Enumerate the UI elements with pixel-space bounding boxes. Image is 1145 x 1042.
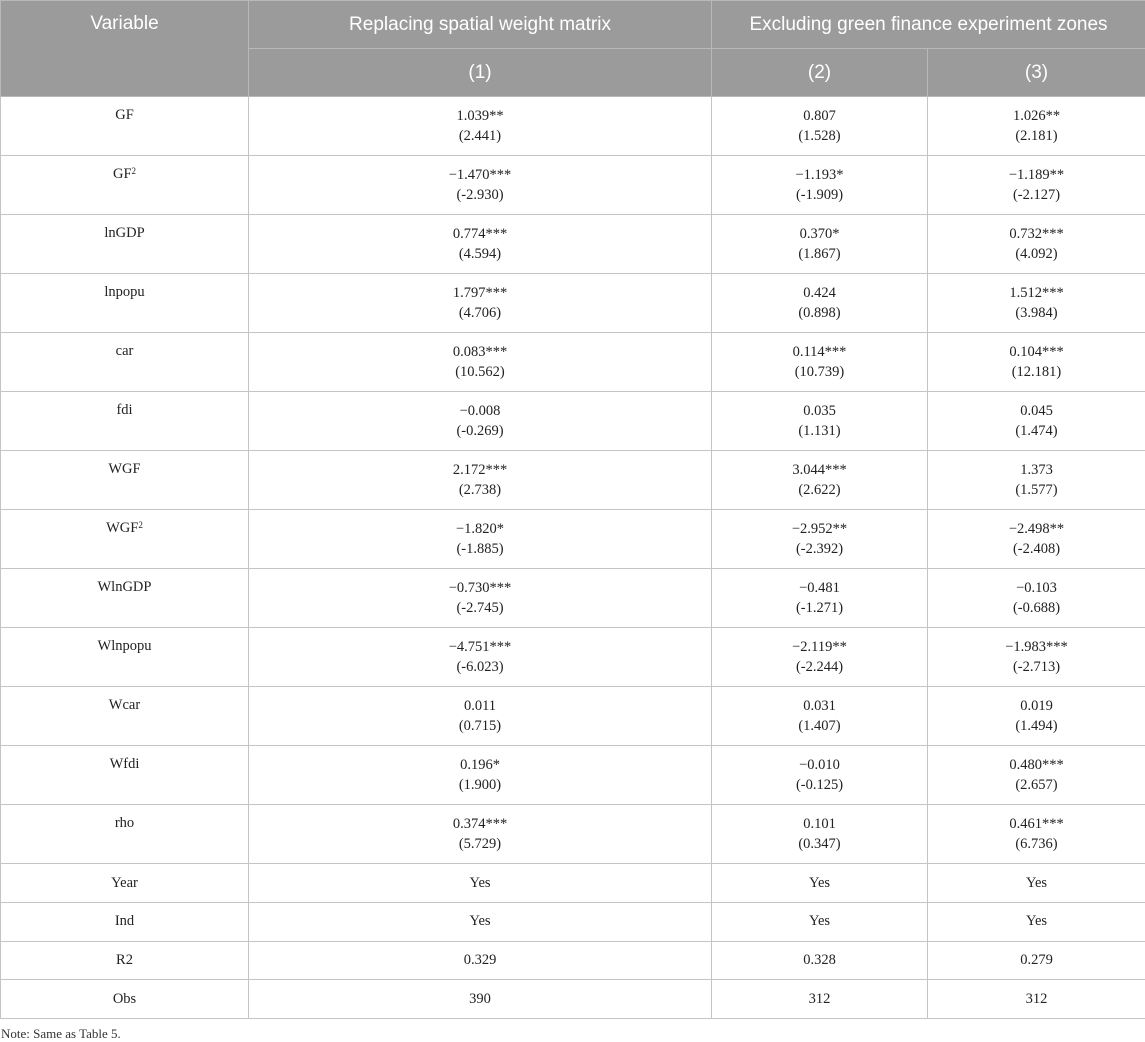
variable-cell bbox=[1, 392, 249, 451]
coefficient: Yes bbox=[712, 911, 927, 932]
variable-name: rho bbox=[115, 815, 134, 831]
t-statistic: (12.181) bbox=[928, 362, 1145, 383]
variable-cell bbox=[1, 628, 249, 687]
table-row bbox=[1, 274, 1145, 333]
value-cell-col-1 bbox=[249, 805, 712, 864]
coefficient: 0.328 bbox=[712, 950, 927, 971]
table-row bbox=[1, 392, 1145, 451]
t-statistic: (-0.269) bbox=[249, 421, 711, 442]
coefficient: 1.797*** bbox=[249, 283, 711, 304]
t-statistic: (-1.271) bbox=[712, 598, 927, 619]
t-statistic: (-2.127) bbox=[928, 185, 1145, 206]
value-cell-col-3 bbox=[928, 687, 1145, 746]
coefficient: Yes bbox=[249, 873, 711, 894]
value-cell-col-3 bbox=[928, 569, 1145, 628]
t-statistic: (1.528) bbox=[712, 126, 927, 147]
t-statistic: (-1.909) bbox=[712, 185, 927, 206]
value-cell-col-1 bbox=[249, 274, 712, 333]
coefficient: −1.470*** bbox=[249, 165, 711, 186]
coefficient: −1.193* bbox=[712, 165, 927, 186]
header-group-replacing: Replacing spatial weight matrix bbox=[249, 1, 712, 49]
value-cell-col-1 bbox=[249, 156, 712, 215]
coefficient: 0.732*** bbox=[928, 224, 1145, 245]
coefficient: 0.196* bbox=[249, 755, 711, 776]
value-cell-col-3 bbox=[928, 805, 1145, 864]
value-cell-col-2 bbox=[712, 569, 928, 628]
coefficient: −1.983*** bbox=[928, 637, 1145, 658]
value-cell-col-1 bbox=[249, 746, 712, 805]
value-cell-col-1 bbox=[249, 628, 712, 687]
value-cell-col-3 bbox=[928, 628, 1145, 687]
coefficient: 0.011 bbox=[249, 696, 711, 717]
t-statistic: (2.657) bbox=[928, 775, 1145, 796]
value-cell-col-1 bbox=[249, 97, 712, 156]
coefficient: −0.010 bbox=[712, 755, 927, 776]
coefficient: 1.026** bbox=[928, 106, 1145, 127]
table-header bbox=[1, 1, 1145, 97]
t-statistic: (10.739) bbox=[712, 362, 927, 383]
variable-name: Wlnpopu bbox=[98, 638, 152, 654]
variable-name: Ind bbox=[115, 913, 134, 929]
coefficient: 0.114*** bbox=[712, 342, 927, 363]
value-cell-col-2 bbox=[712, 805, 928, 864]
table-row bbox=[1, 687, 1145, 746]
variable-name: GF bbox=[113, 166, 132, 182]
coefficient: 0.031 bbox=[712, 696, 927, 717]
t-statistic: (2.622) bbox=[712, 480, 927, 501]
value-cell-col-3 bbox=[928, 864, 1145, 903]
value-cell-col-3 bbox=[928, 333, 1145, 392]
coefficient: Yes bbox=[928, 911, 1145, 932]
value-cell-col-2 bbox=[712, 864, 928, 903]
value-cell-col-1 bbox=[249, 510, 712, 569]
value-cell-col-2 bbox=[712, 451, 928, 510]
value-cell-col-1 bbox=[249, 451, 712, 510]
variable-cell bbox=[1, 510, 249, 569]
coefficient: 0.424 bbox=[712, 283, 927, 304]
coefficient: Yes bbox=[928, 873, 1145, 894]
variable-cell bbox=[1, 941, 249, 980]
value-cell-col-1 bbox=[249, 902, 712, 941]
coefficient: −4.751*** bbox=[249, 637, 711, 658]
t-statistic: (0.347) bbox=[712, 834, 927, 855]
t-statistic: (6.736) bbox=[928, 834, 1145, 855]
variable-cell bbox=[1, 274, 249, 333]
t-statistic: (1.474) bbox=[928, 421, 1145, 442]
value-cell-col-2 bbox=[712, 941, 928, 980]
table-row bbox=[1, 805, 1145, 864]
coefficient: 1.512*** bbox=[928, 283, 1145, 304]
value-cell-col-3 bbox=[928, 902, 1145, 941]
variable-cell bbox=[1, 215, 249, 274]
t-statistic: (0.715) bbox=[249, 716, 711, 737]
value-cell-col-1 bbox=[249, 980, 712, 1019]
variable-name: Wcar bbox=[109, 697, 140, 713]
value-cell-col-1 bbox=[249, 687, 712, 746]
t-statistic: (0.898) bbox=[712, 303, 927, 324]
value-cell-col-3 bbox=[928, 97, 1145, 156]
t-statistic: (10.562) bbox=[249, 362, 711, 383]
coefficient: 1.039** bbox=[249, 106, 711, 127]
table-row bbox=[1, 569, 1145, 628]
variable-name: WGF bbox=[108, 461, 140, 477]
t-statistic: (4.706) bbox=[249, 303, 711, 324]
value-cell-col-3 bbox=[928, 941, 1145, 980]
coefficient: −1.189** bbox=[928, 165, 1145, 186]
t-statistic: (1.494) bbox=[928, 716, 1145, 737]
variable-cell bbox=[1, 569, 249, 628]
coefficient: 0.035 bbox=[712, 401, 927, 422]
value-cell-col-2 bbox=[712, 510, 928, 569]
variable-name: lnpopu bbox=[104, 284, 144, 300]
variable-cell bbox=[1, 97, 249, 156]
variable-cell bbox=[1, 902, 249, 941]
coefficient: −0.103 bbox=[928, 578, 1145, 599]
t-statistic: (-2.930) bbox=[249, 185, 711, 206]
table-row bbox=[1, 333, 1145, 392]
coefficient: 0.480*** bbox=[928, 755, 1145, 776]
value-cell-col-3 bbox=[928, 510, 1145, 569]
t-statistic: (5.729) bbox=[249, 834, 711, 855]
variable-cell bbox=[1, 805, 249, 864]
coefficient: 312 bbox=[712, 989, 927, 1010]
coefficient: 0.329 bbox=[249, 950, 711, 971]
variable-name: GF bbox=[115, 107, 134, 123]
table-row bbox=[1, 864, 1145, 903]
t-statistic: (-2.392) bbox=[712, 539, 927, 560]
table-row bbox=[1, 97, 1145, 156]
t-statistic: (3.984) bbox=[928, 303, 1145, 324]
variable-name: lnGDP bbox=[104, 225, 144, 241]
t-statistic: (1.131) bbox=[712, 421, 927, 442]
variable-cell bbox=[1, 864, 249, 903]
value-cell-col-3 bbox=[928, 274, 1145, 333]
t-statistic: (1.867) bbox=[712, 244, 927, 265]
variable-name: fdi bbox=[116, 402, 132, 418]
value-cell-col-1 bbox=[249, 569, 712, 628]
t-statistic: (1.900) bbox=[249, 775, 711, 796]
t-statistic: (-6.023) bbox=[249, 657, 711, 678]
coefficient: −2.119** bbox=[712, 637, 927, 658]
variable-cell bbox=[1, 451, 249, 510]
value-cell-col-2 bbox=[712, 628, 928, 687]
value-cell-col-2 bbox=[712, 274, 928, 333]
value-cell-col-3 bbox=[928, 392, 1145, 451]
table-body bbox=[1, 97, 1145, 1019]
table-row bbox=[1, 980, 1145, 1019]
coefficient: −0.730*** bbox=[249, 578, 711, 599]
t-statistic: (-0.688) bbox=[928, 598, 1145, 619]
coefficient: 0.045 bbox=[928, 401, 1145, 422]
coefficient: −2.498** bbox=[928, 519, 1145, 540]
coefficient: 0.279 bbox=[928, 950, 1145, 971]
coefficient: 0.019 bbox=[928, 696, 1145, 717]
variable-name: WGF bbox=[106, 520, 138, 536]
coefficient: 0.807 bbox=[712, 106, 927, 127]
coefficient: 0.101 bbox=[712, 814, 927, 835]
variable-name: Obs bbox=[113, 991, 136, 1007]
table-row bbox=[1, 156, 1145, 215]
value-cell-col-2 bbox=[712, 215, 928, 274]
value-cell-col-3 bbox=[928, 451, 1145, 510]
variable-superscript: 2 bbox=[132, 166, 137, 176]
t-statistic: (-2.244) bbox=[712, 657, 927, 678]
variable-cell bbox=[1, 687, 249, 746]
variable-name: R2 bbox=[116, 952, 133, 968]
value-cell-col-2 bbox=[712, 97, 928, 156]
value-cell-col-2 bbox=[712, 902, 928, 941]
table-row bbox=[1, 451, 1145, 510]
coefficient: 0.083*** bbox=[249, 342, 711, 363]
variable-cell bbox=[1, 333, 249, 392]
t-statistic: (-1.885) bbox=[249, 539, 711, 560]
variable-name: Wfdi bbox=[110, 756, 140, 772]
coefficient: 2.172*** bbox=[249, 460, 711, 481]
header-col-1: (1) bbox=[249, 49, 712, 97]
variable-name: car bbox=[116, 343, 134, 359]
coefficient: 312 bbox=[928, 989, 1145, 1010]
t-statistic: (4.594) bbox=[249, 244, 711, 265]
table-row bbox=[1, 902, 1145, 941]
coefficient: 390 bbox=[249, 989, 711, 1010]
header-col-3: (3) bbox=[928, 49, 1145, 97]
value-cell-col-2 bbox=[712, 687, 928, 746]
t-statistic: (-2.408) bbox=[928, 539, 1145, 560]
header-group-excluding: Excluding green finance experiment zones bbox=[712, 1, 1145, 49]
value-cell-col-1 bbox=[249, 333, 712, 392]
t-statistic: (1.407) bbox=[712, 716, 927, 737]
t-statistic: (2.441) bbox=[249, 126, 711, 147]
coefficient: −0.008 bbox=[249, 401, 711, 422]
coefficient: −2.952** bbox=[712, 519, 927, 540]
t-statistic: (2.738) bbox=[249, 480, 711, 501]
value-cell-col-3 bbox=[928, 215, 1145, 274]
table-row bbox=[1, 628, 1145, 687]
variable-name: WlnGDP bbox=[98, 579, 152, 595]
value-cell-col-3 bbox=[928, 980, 1145, 1019]
t-statistic: (4.092) bbox=[928, 244, 1145, 265]
coefficient: 0.370* bbox=[712, 224, 927, 245]
t-statistic: (2.181) bbox=[928, 126, 1145, 147]
header-variable: Variable bbox=[1, 1, 249, 97]
coefficient: −1.820* bbox=[249, 519, 711, 540]
coefficient: 0.104*** bbox=[928, 342, 1145, 363]
variable-cell bbox=[1, 980, 249, 1019]
coefficient: Yes bbox=[712, 873, 927, 894]
table-note: Note: Same as Table 5. bbox=[0, 1026, 1145, 1042]
coefficient: 1.373 bbox=[928, 460, 1145, 481]
value-cell-col-2 bbox=[712, 392, 928, 451]
t-statistic: (-2.745) bbox=[249, 598, 711, 619]
header-row-groups bbox=[1, 1, 1145, 49]
value-cell-col-1 bbox=[249, 941, 712, 980]
header-col-2: (2) bbox=[712, 49, 928, 97]
table-row bbox=[1, 746, 1145, 805]
t-statistic: (-0.125) bbox=[712, 775, 927, 796]
table-row bbox=[1, 510, 1145, 569]
value-cell-col-1 bbox=[249, 864, 712, 903]
value-cell-col-3 bbox=[928, 746, 1145, 805]
variable-cell bbox=[1, 746, 249, 805]
value-cell-col-2 bbox=[712, 333, 928, 392]
coefficient: Yes bbox=[249, 911, 711, 932]
table-row bbox=[1, 941, 1145, 980]
variable-cell bbox=[1, 156, 249, 215]
value-cell-col-1 bbox=[249, 392, 712, 451]
value-cell-col-3 bbox=[928, 156, 1145, 215]
variable-superscript: 2 bbox=[138, 520, 143, 530]
coefficient: 0.774*** bbox=[249, 224, 711, 245]
variable-name: Year bbox=[111, 875, 138, 891]
table-row bbox=[1, 215, 1145, 274]
coefficient: 0.461*** bbox=[928, 814, 1145, 835]
t-statistic: (-2.713) bbox=[928, 657, 1145, 678]
coefficient: 0.374*** bbox=[249, 814, 711, 835]
coefficient: 3.044*** bbox=[712, 460, 927, 481]
value-cell-col-2 bbox=[712, 980, 928, 1019]
value-cell-col-2 bbox=[712, 156, 928, 215]
coefficient: −0.481 bbox=[712, 578, 927, 599]
value-cell-col-2 bbox=[712, 746, 928, 805]
value-cell-col-1 bbox=[249, 215, 712, 274]
t-statistic: (1.577) bbox=[928, 480, 1145, 501]
